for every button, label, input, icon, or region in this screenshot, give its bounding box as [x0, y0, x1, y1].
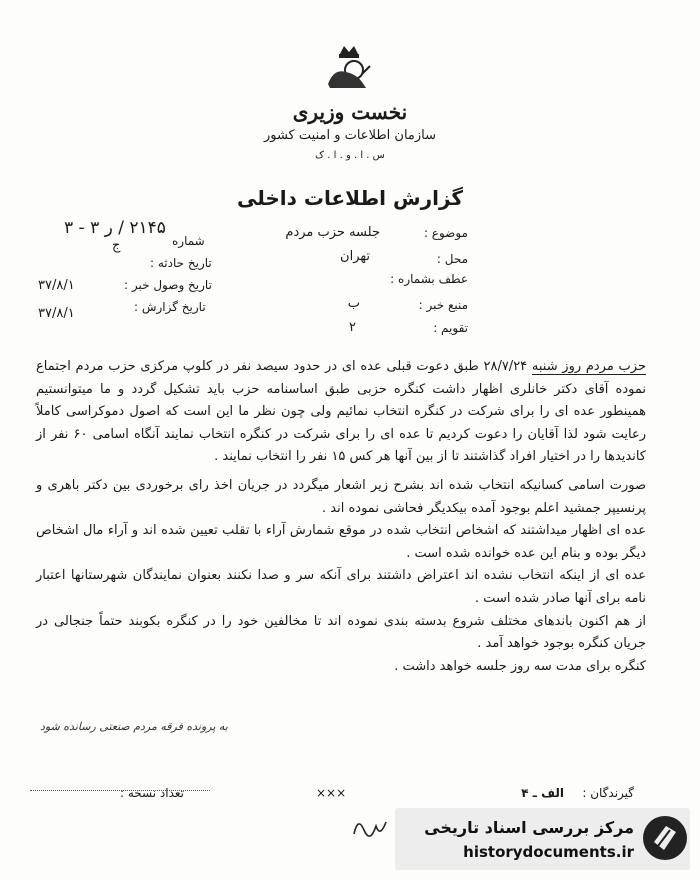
agency-name: سازمان اطلاعات و امنیت کشور: [263, 128, 437, 143]
paragraph-3: عده ای اظهار میداشتند که اشخاص انتخاب شده در موقع شمارش آراء با تقلب تعیین شده اند و آراء مال اشخاص دیگر بوده و بنام این عده خوانده شده است .: [36, 523, 646, 561]
rating-value: ۲: [349, 320, 356, 335]
signature-scribble-icon: [350, 808, 390, 844]
handwritten-note: به پرونده فرقه مردم صنعتی رسانده شود: [40, 720, 228, 733]
place-value: تهران: [340, 249, 370, 264]
footer-marks: ×××: [316, 786, 347, 800]
report-date-value: ۳۷/۸/۱: [38, 306, 75, 321]
paragraph-2: صورت اسامی کسانیکه انتخاب شده اند بشرح زیر اشعار میگردد در جریان اخذ رای برخوردی بین دکتر باهری و پرنسیپر جمشید اعلم بوجود آمده بیکدیگر فحاشی نموده اند .: [36, 477, 646, 516]
agency-abbrev: س . ا . و . ا . ک: [315, 150, 385, 161]
party-name-underlined: حزب مردم روز شنبه: [531, 359, 646, 374]
footer-dotted-line: [30, 790, 210, 791]
watermark-url[interactable]: historydocuments.ir: [463, 843, 634, 861]
place-label: محل :: [436, 252, 468, 266]
ministry-name: نخست وزیری: [292, 100, 408, 124]
watermark-logo-icon: [640, 812, 690, 864]
event-date-label: تاریخ حادثه :: [150, 256, 212, 270]
receipt-date-value: ۳۷/۸/۱: [38, 278, 75, 293]
subject-label: موضوع :: [423, 226, 468, 240]
paragraph-1: [36, 356, 646, 469]
paragraph-4: عده ای از اینکه انتخاب نشده اند اعتراض داشتند برای آنکه سر و صدا نکنند بعنوان نمایندگان شهرستانها اعتبار نامه برای آنها صادر شده است .: [36, 568, 646, 606]
copies-label: تعداد نسخه :: [120, 786, 185, 800]
paragraph-1-text: ۲۸/۷/۲۴ طبق دعوت قبلی عده ای در حدود سیصد نفر در کلوپ مرکزی حزب مردم اجتماع نموده آقای دکتر خانلری اظهار داشت کنگره حزبی طبق اساسنامه حزب باید تشکیل گردد و ما میتوانستیم همینطور عده ای را برای شرکت در کنگره انتخاب نمائیم ولی چون نظر ما این است که اصول دموکراسی کاملاً رعایت شود لذا آقایان را دعوت کردیم تا عده ای را برای شرکت در کنگره انتخاب نمایند آنگاه اسامی ۶۰ نفر از کاندیدها را در اختیار افراد گذاشتند تا از بین آنها هر کس ۱۵ نفر را انتخاب نمایند .: [36, 359, 646, 465]
subject-value: جلسه حزب مردم: [285, 225, 380, 240]
source-value: ب: [347, 296, 360, 311]
lion-and-sun-emblem-icon: [322, 44, 376, 92]
source-label: منبع خبر :: [418, 298, 468, 312]
recipients-value: الف ـ ۴: [521, 786, 564, 800]
watermark-title: مرکز بررسی اسناد تاریخی: [424, 818, 634, 837]
report-title: گزارش اطلاعات داخلی: [236, 186, 464, 210]
paragraph-5: از هم اکنون باندهای مختلف شروع بدسته بندی نموده اند تا مخالفین خود را در کنگره بکوبند حتماً جنجالی در جریان کنگره بوجود خواهد آمد .: [36, 613, 646, 652]
paragraph-6: کنگره برای مدت سه روز جلسه خواهد داشت .: [394, 658, 646, 674]
reference-label: عطف بشماره :: [390, 272, 468, 286]
recipients-label: گیرندگان :: [582, 786, 634, 800]
number-label: شماره: [172, 234, 205, 248]
number-value: ۲۱۴۵ / ر ۳ - ۳: [64, 218, 166, 238]
receipt-date-label: تاریخ وصول خبر :: [124, 278, 212, 292]
event-date-value: ج: [112, 238, 121, 253]
report-body: [36, 356, 646, 678]
report-date-label: تاریخ گزارش :: [134, 300, 206, 314]
rating-label: تقویم :: [433, 321, 468, 335]
